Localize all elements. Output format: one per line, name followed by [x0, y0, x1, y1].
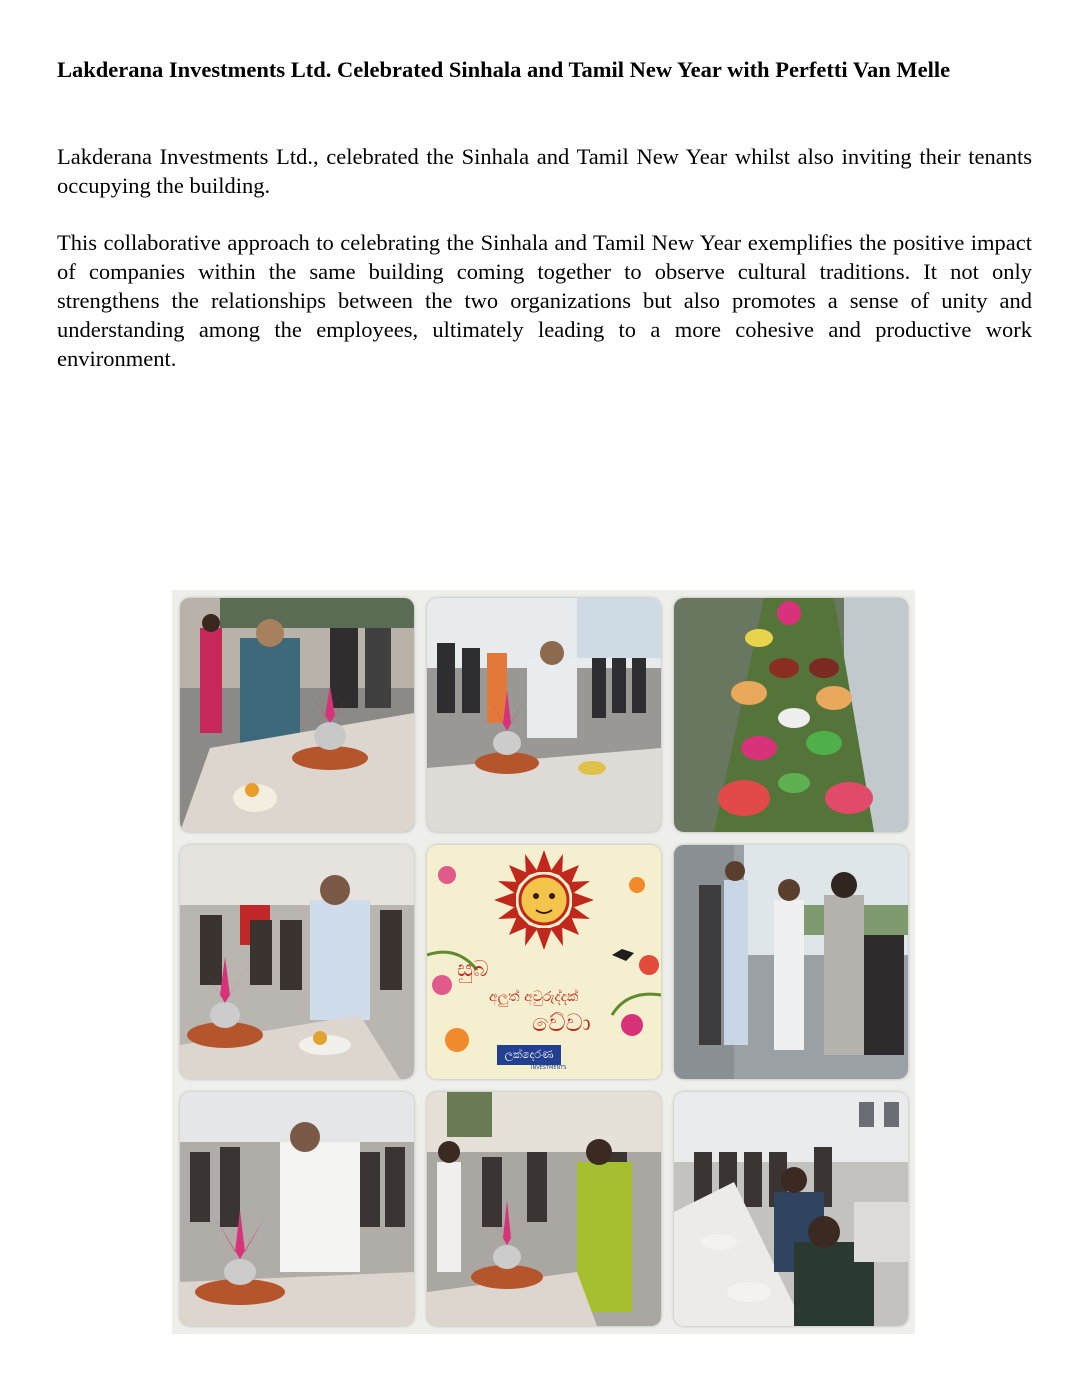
photo-guest-lighting-lamp	[180, 845, 414, 1079]
greeting-line-2: අලුත් අවුරුද්දක්	[489, 989, 579, 1005]
photo-green-saree-lighting-lamp	[427, 1092, 661, 1326]
new-year-greeting-card	[427, 845, 661, 1079]
photo-oil-lamp-lighting-woman	[180, 598, 414, 832]
photo-guests-by-window	[674, 845, 908, 1079]
article-title: Lakderana Investments Ltd. Celebrated Sinhala and Tamil New Year with Perfetti Van Melle	[57, 57, 951, 82]
article-paragraph-1: Lakderana Investments Ltd., celebrated the Sinhala and Tamil New Year whilst also inviting their tenants occupying the building.	[57, 144, 1032, 198]
article-paragraph-2: This collaborative approach to celebrating the Sinhala and Tamil New Year exemplifies the positive impact of companies within the same building coming together to observe cultural traditions. It not only strengthens the relationships between the two organizations but also promotes a sense of unity and understanding among the employees, ultimately leading to a more cohesive and productive work environment.	[57, 230, 1032, 371]
photo-sweets-table	[674, 598, 908, 832]
lakderana-logo-subtext: INVESTMENTS	[531, 1065, 567, 1071]
greeting-line-3: වේවා	[532, 1009, 591, 1037]
photo-oil-lamp-lighting-man	[427, 598, 661, 832]
greeting-line-1: සුබ	[457, 957, 489, 982]
photo-guests-dining	[674, 1092, 908, 1326]
photo-collage	[172, 590, 915, 1334]
photo-senior-guest-lighting-lamp	[180, 1092, 414, 1326]
lakderana-logo: ලක්දෙරණ	[497, 1045, 561, 1065]
